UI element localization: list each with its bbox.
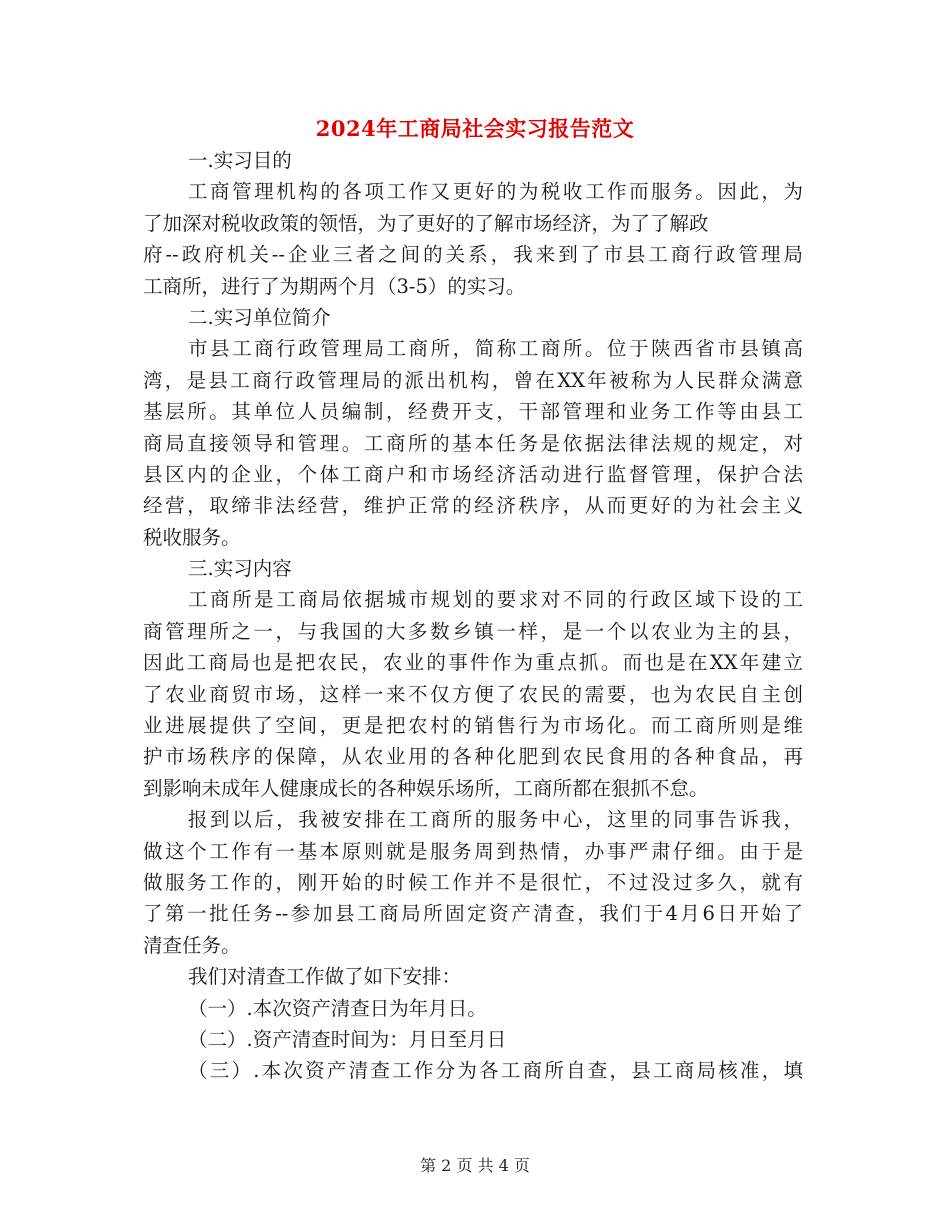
text-line: 基层所。其单位人员编制，经费开支，干部管理和业务工作等由县工 [143, 400, 803, 424]
text-line: 业进展提供了空间，更是把农村的销售行为市场化。而工商所则是维 [143, 714, 803, 738]
text-line: 我们对清查工作做了如下安排： [188, 965, 462, 989]
text-line: 了农业商贸市场，这样一来不仅方便了农民的需要，也为农民自主创 [143, 682, 803, 706]
text-line: 县区内的企业，个体工商户和市场经济活动进行监督管理，保护合法 [143, 462, 803, 486]
text-line: 因此工商局也是把农民，农业的事件作为重点抓。而也是在XX年建立 [143, 651, 803, 675]
text-line: （三）.本次资产清查工作分为各工商所自查，县工商局核准，填 [188, 1059, 803, 1083]
text-line: 做服务工作的，刚开始的时候工作并不是很忙，不过没过多久，就有 [143, 870, 803, 894]
text-line: 湾，是县工商行政管理局的派出机构，曾在XX年被称为人民群众满意 [143, 368, 803, 392]
text-line: （二）.资产清查时间为：月日至月日 [188, 1027, 507, 1051]
text-line: 清查任务。 [143, 933, 241, 957]
text-line: 了第一批任务--参加县工商局所固定资产清查，我们于4月6日开始了 [143, 902, 803, 926]
text-line: 工商管理机构的各项工作又更好的为税收工作而服务。因此，为 [188, 180, 803, 204]
text-line: 工商所，进行了为期两个月（3-5）的实习。 [143, 274, 526, 298]
text-line: 护市场秩序的保障，从农业用的各种化肥到农民食用的各种食品，再 [143, 745, 803, 769]
page-footer: 第 2 页 共 4 页 [420, 1156, 530, 1175]
text-line: 了加深对税收政策的领悟，为了更好的了解市场经济，为了了解政 [143, 211, 709, 235]
text-line: 报到以后，我被安排在工商所的服务中心，这里的同事告诉我， [188, 808, 803, 832]
text-line: 经营，取缔非法经营，维护正常的经济秩序，从而更好的为社会主义 [143, 494, 803, 518]
text-line: 商局直接领导和管理。工商所的基本任务是依据法律法规的规定，对 [143, 431, 803, 455]
text-line: 商管理所之一，与我国的大多数乡镇一样，是一个以农业为主的县， [143, 619, 803, 643]
text-line: 做这个工作有一基本原则就是服务周到热情，办事严肃仔细。由于是 [143, 839, 803, 863]
text-line: 府--政府机关--企业三者之间的关系，我来到了市县工商行政管理局 [143, 243, 803, 267]
text-line: 到影响未成年人健康成长的各种娱乐场所，工商所都在狠抓不怠。 [143, 776, 709, 800]
text-line: 三.实习内容 [188, 557, 292, 581]
text-line: 二.实习单位简介 [188, 305, 331, 329]
text-line: 工商所是工商局依据城市规划的要求对不同的行政区域下设的工 [188, 588, 803, 612]
text-line: （一）.本次资产清查日为年月日。 [188, 996, 487, 1020]
text-line: 一.实习目的 [188, 149, 292, 172]
text-line: 税收服务。 [143, 525, 241, 549]
text-line: 市县工商行政管理局工商所，简称工商所。位于陕西省市县镇高 [188, 337, 803, 361]
document-title: 2024年工商局社会实习报告范文 [315, 116, 635, 141]
document-body [143, 145, 803, 1087]
